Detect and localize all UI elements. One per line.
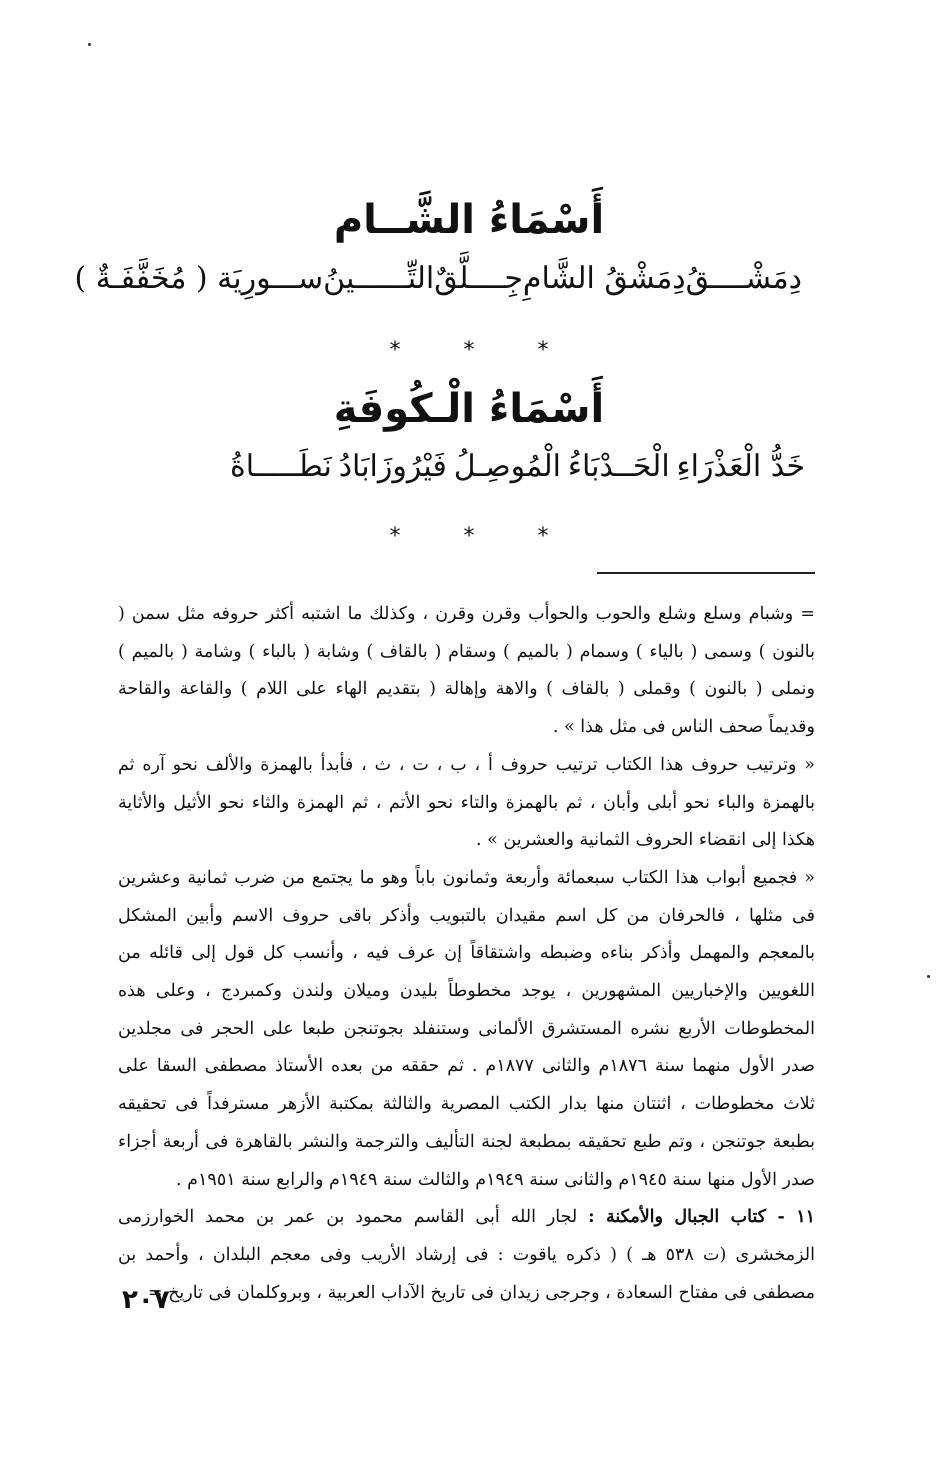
sham-name: التِّــــــينُ [323, 261, 435, 296]
footnote-paragraph [118, 596, 815, 747]
footnotes-block [118, 596, 815, 1312]
kufa-name: الْمُوصِـلُ [453, 449, 561, 484]
sham-name: دِمَشْــــقُ [685, 261, 802, 296]
footnote-text: لجار الله أبى القاسم محمود بن عمر بن محمد الخوارزمى الزمخشرى (ت ٥٣٨ هـ ) ( ذكره ياقوت : فى إرشاد الأريب وفى معجم البلدان ، وأحمد بن مصطفى فى مفتاح السعادة ، وجرجى زيدان فى تاريخ الآداب العربية ، وبروكلمان فى تاريخ = [118, 1207, 815, 1303]
footnote-paragraph [118, 860, 815, 1199]
sham-name: جِــــلَّقٌ [434, 261, 523, 296]
sham-name: دِمَشْقُ الشَّامِ [522, 261, 686, 296]
sham-name: ســـورِيَة ( مُخَفَّفَـةٌ ) [74, 261, 324, 296]
section-separator: * * * [389, 338, 577, 363]
kufa-names-list [230, 445, 805, 489]
kufa-name: فَيْرُوزَابَادُ [338, 449, 447, 484]
heading-names-of-sham: أَسْمَاءُ الشَّــام [333, 197, 605, 243]
footnote-text: « وترتيب حروف هذا الكتاب ترتيب حروف أ ، ب ، ت ، ث ، فأبدأ بالهمزة والألف نحو آره ثم بالهمزة والباء نحو أبلى وأبان ، ثم بالهمزة والتاء نحو الأتم ، ثم الهمزة والثاء نحو الأثيل والأثاية هكذا إلى انقضاء الحروف الثمانية والعشرين » . [118, 754, 815, 851]
footnote-lead: ١١ - كتاب الجبال والأمكنة : [588, 1207, 815, 1228]
footnote-paragraph [118, 747, 815, 860]
footnote-divider [597, 572, 815, 574]
page-number: ٢٠٧ [122, 1285, 170, 1315]
kufa-name: نَطَـــــاةُ [230, 449, 332, 484]
footnote-text: « فجميع أبواب هذا الكتاب سبعمائة وأربعة وثمانون باباً وهو ما يجتمع من ضرب ثمانية وعشرين فى مثلها ، فالحرفان من كل اسم مقيدان بالتبويب وأذكر باقى حروف الاسم وأبين المشكل بالمعجم والمهمل وأذكر بناءه وضبطه واشتقاقاً إن عرف فيه ، وأنسب كل قول إلى قائله من اللغويين والإخباريين المشهورين ، يوجد مخطوطاً بليدن وميلان ولندن وكمبردج ، وعلى هذه المخطوطات الأربع نشره المستشرق الألمانى وستنفلد بجوتنجن طبعا على الحجر فى مجلدين صدر الأول منهما سنة ١٨٧٦م والثانى ١٨٧٧م . ثم حققه من بعده الأستاذ مصطفى السقا على ثلاث مخطوطات ، اثنتان منها بدار الكتب المصرية والثالثة بمكتبة الأزهر مسترفداً فى تحقيقه بطبعة جوتنجن ، وتم طبع تحقيقه بمطبعة لجنة التأليف والترجمة والنشر بالقاهرة فى أربعة أجزاء صدر الأول منها سنة ١٩٤٥م والثانى سنة ١٩٤٩م والثالث سنة ١٩٤٩م والرابع سنة ١٩٥١م . [118, 867, 815, 1190]
footnote-paragraph [118, 1199, 815, 1312]
kufa-name: خَدُّ الْعَذْرَاءِ [676, 449, 805, 484]
section-separator: * * * [389, 524, 577, 549]
scan-speck [88, 43, 91, 46]
footnote-text: = وشبام وسلع وشلع والحوب والحوأب وقرن وقرن ، وكذلك ما اشتبه أكثر حروفه مثل سمن ( بالنون ) وسمى ( بالياء ) وسمام ( بالميم ) وسقام ( بالقاف ) وشابة ( بالباء ) وشامة ( بالميم ) ونملى ( بالنون ) وقملى ( بالقاف ) والاهة وإهالة ( بتقديم الهاء على اللام ) والقاعة والقاحة وقديماً صحف الناس فى مثل هذا » . [118, 604, 815, 738]
scan-speck [927, 975, 930, 978]
kufa-name: الْحَــدْبَاءُ [567, 449, 670, 484]
heading-names-of-kufa: أَسْمَاءُ الْـكُوفَةِ [333, 386, 605, 432]
sham-names-list [74, 257, 802, 301]
